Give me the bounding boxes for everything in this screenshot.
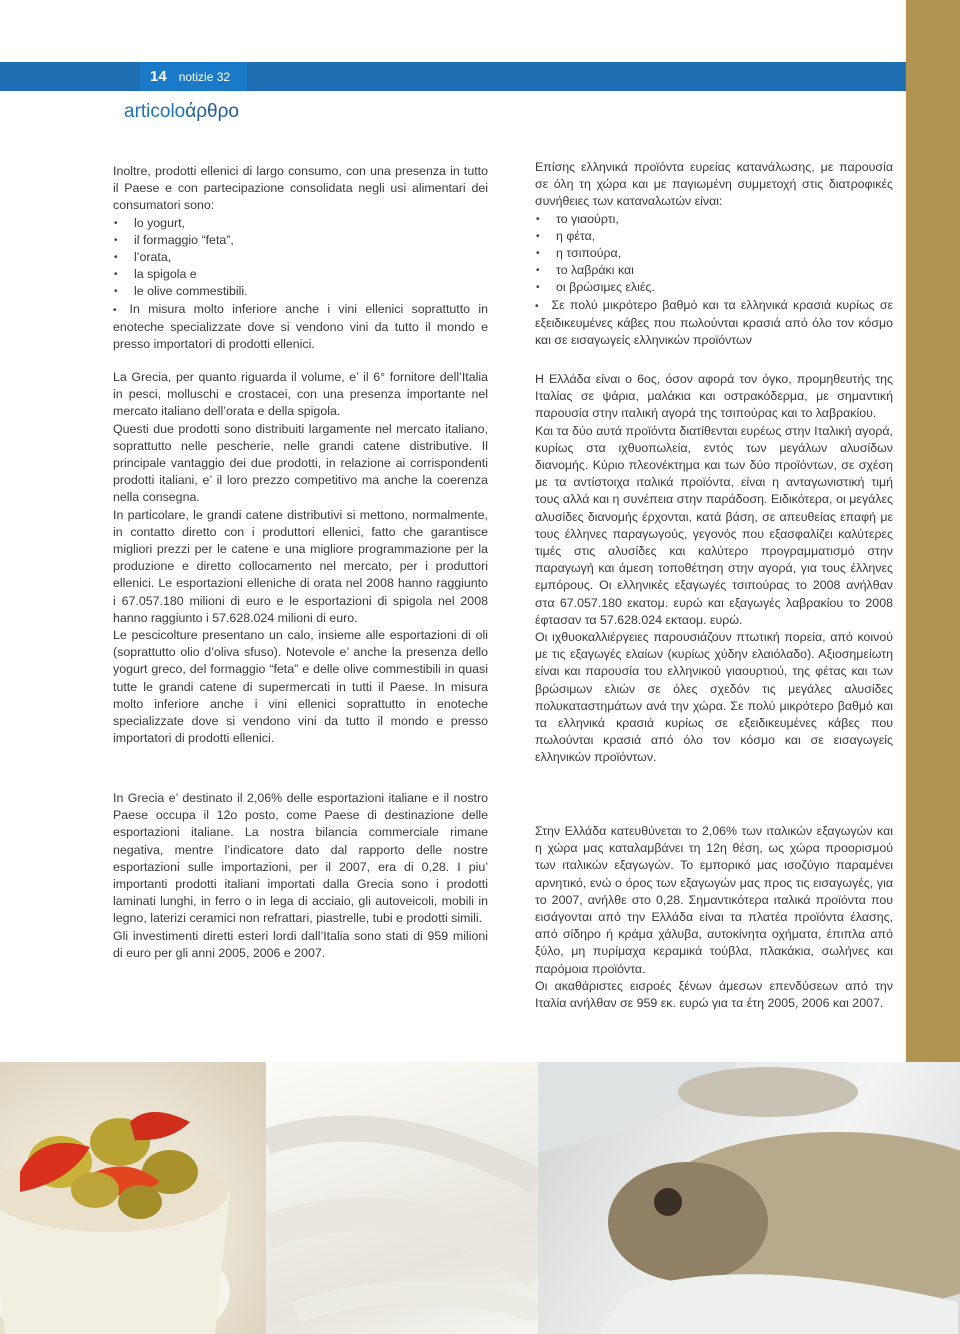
fish-photo bbox=[538, 1062, 960, 1334]
italian-intro-block bbox=[113, 163, 488, 353]
list-item: • lo yogurt, bbox=[113, 215, 488, 232]
greek-para-5: Οι ακαθάριστες εισροές ξένων άμεσων επενδύσεων από την Ιταλία ανήλθαν σε 959 εκ. ευρώ για τα έτη 2005, 2006 και 2007. bbox=[535, 978, 893, 1011]
list-item: • η φέτα, bbox=[535, 228, 893, 245]
greek-bullet-list bbox=[535, 211, 893, 297]
yogurt-illustration bbox=[266, 1062, 538, 1334]
greek-para-4: Στην Ελλάδα κατευθύνεται το 2,06% των ιταλικών εξαγωγών και η χώρα μας καταλαμβάνει τη 12η θέση, ως χώρα προορισμού των ιταλικών εξαγωγών. Το εμπορικό μας ισοζύγιο παραμένει αρνητικό, ενώ ο όρος των εξαγωγών μας προς τις εισαγωγές, για το 2007, ανήλθε στο 0,28. Σημαντικότερα ιταλικά προϊόντα που εισάγονται από την Ελλάδα είναι τα πλατέα προϊόντα έλασης, από σίδηρο ή κράμα χάλυβα, αυτοκίνητα οχήματα, έπιπλα από ξύλο, μη πυρίμαχα κεραμικά τούβλα, πλακάκια, σωλήνες και παρόμοια προϊόντα. bbox=[535, 824, 893, 976]
section-title bbox=[124, 101, 239, 123]
greek-intro-block bbox=[535, 159, 893, 349]
olives-photo bbox=[0, 1062, 266, 1334]
italian-intro: Inoltre, prodotti ellenici di largo consumo, con una presenza in tutto il Paese e con partecipazione consolidata negli usi alimentari dei consumatori sono: bbox=[113, 164, 488, 213]
greek-bullet-long-text: Σε πολύ μικρότερο βαθμό και τα ελληνικά κρασιά κυρίως σε εξειδικευμένες κάβες που πωλούνται κρασιά από όλο τον κόσμο και σε εισαγωγείς ελληνικών προϊόντων bbox=[535, 297, 893, 348]
greek-para-3: Οι ιχθυοκαλλιέργειες παρουσιάζουν πτωτική πορεία, από κοινού με τις εξαγωγές ελαίων (κυρίως χύδην ελαιόλαδο). Αξιοσημείωτη είναι και παρουσία του ελληνικού γιαουρτιού, της φέτας και των βρώσιμων ελιών σε όλες σχεδόν τις μεγάλες αλυσίδες πολυκαταστημάτων ανά την χώρα. Σε πολύ μικρότερο βαθμό και τα ελληνικά κρασιά κυρίως σε εξειδικευμένες κάβες που πωλούνται κρασιά από όλο τον κόσμο και σε εισαγωγείς ελληνικών προϊόντων. bbox=[535, 630, 893, 765]
italian-bullet-long bbox=[113, 301, 488, 354]
italian-para-2: Questi due prodotti sono distribuiti largamente nel mercato italiano, soprattutto nelle pescherie, nelle grandi catene distributive. Il principale vantaggio dei due prodotti, in relazione ai corrispondenti prodotti italiani, e’ il loro prezzo competitivo ma anche la coerenza nella consegna. bbox=[113, 421, 488, 505]
italian-para-3: In particolare, le grandi catene distributivi si mettono, normalmente, in contatto diretto con i produttori ellenici, fatto che garantisce migliori prezzi per le catene e una migliore programmazione per la produzione e diretto collocamento nel mercato, per i produttori ellenici. Le esportazioni elleniche di orata nel 2008 hanno raggiunto i 67.057.180 milioni di euro e le esportazioni di spigola nel 2008 hanno raggiunto i 57.628.024 milioni di euro. bbox=[113, 507, 488, 625]
fish-illustration bbox=[538, 1062, 960, 1334]
italian-body-block bbox=[113, 369, 488, 747]
magazine-name: notizie 32 bbox=[178, 69, 231, 84]
greek-bullet-long bbox=[535, 297, 893, 350]
italian-para-4: Le pescicolture presentano un calo, insieme alle esportazioni di oli (soprattutto olio d’oliva sfuso). Notevole e’ anche la presenza dello yogurt greco, del formaggio “feta” e delle olive commestibili in quasi tutte le grandi catene di supermercati in tutti il Paese. In misura molto inferiore anche i vini ellenici soprattutto in enoteche specializzate dove si vendono vini da tutto il mondo e presso importatori di prodotti ellenici. bbox=[113, 628, 488, 746]
greek-para-1: Η Ελλάδα είναι ο 6ος, όσον αφορά τον όγκο, προμηθευτής της Ιταλίας σε ψάρια, μαλάκια και οστρακόδερμα, με σημαντική παρουσία στην ιταλική αγορά της τσιπούρας και το λαβρακίου. bbox=[535, 372, 893, 421]
greek-column bbox=[535, 159, 893, 1059]
list-item: • η τσιπούρα, bbox=[535, 245, 893, 262]
list-item: • το γιαούρτι, bbox=[535, 211, 893, 228]
greek-para-2: Και τα δύο αυτά προϊόντα διατίθενται ευρέως στην Ιταλική αγορά, κυρίως στα ιχθυοπωλεία, εντός των μεγάλων αλυσίδων διανομής. Κύριο πλεονέκτημα και των δύο προϊόντων, σε σχέση με τα αντίστοιχα ιταλικά προϊόντα, είναι η ανταγωνιστική τιμή τους αλλά και η συνέπεια στην παράδοση. Ειδικότερα, οι μεγάλες αλυσίδες διανομής έρχονται, κατά βάση, σε απευθείας επαφή με τους έλληνες παραγωγούς, γεγονός που εξασφαλίζει καλύτερες τιμές στις αλυσίδες και καλύτερο προγραμματισμό στην παραγωγή και άμεση τοποθέτηση στην αγορά, για τους έλληνες εμπόρους. Οι ελληνικές εξαγωγές τσιπούρας το 2008 ανήλθαν στα 67.057.180 εκατομ. ευρώ και εξαγωγές λαβρακίου το 2008 έφτασαν τα 57.628.024 εκταομ. ευρώ. bbox=[535, 423, 893, 627]
olives-illustration bbox=[0, 1062, 266, 1334]
italian-para-6: Gli investimenti diretti esteri lordi dall’Italia sono stati di 959 milioni di euro per gli anni 2005, 2006 e 2007. bbox=[113, 928, 488, 960]
page-number: 14 bbox=[150, 68, 167, 85]
list-item: • il formaggio “feta”, bbox=[113, 232, 488, 249]
italian-para-5: In Grecia e’ destinato il 2,06% delle esportazioni italiane e il nostro Paese occupa il 12o posto, come Paese di destinazione delle esportazioni italiane. La nostra bilancia commerciale rimane negativa, mentre l’indicatore dato dal rapporto delle nostre esportazioni sulle importazioni, per il 2007, era di 0,28. I piu’ importanti prodotti italiani importati dalla Grecia sono i prodotti laminati lunghi, in ferro o in lega di acciaio, gli autoveicoli, mobili in legno, laterizi ceramici non refrattari, piastrelle, tubi e prodotti simili. bbox=[113, 791, 488, 926]
greek-intro: Επίσης ελληνικά προϊόντα ευρείας κατανάλωσης, με παρουσία σε όλη τη χώρα και με παγιωμένη συμμετοχή στις διατροφικές συνήθειες των καταναλωτών είναι: bbox=[535, 160, 893, 209]
greek-trade-block bbox=[535, 823, 893, 1012]
section-title-it: articolo bbox=[124, 101, 186, 122]
italian-bullet-list bbox=[113, 215, 488, 301]
section-title-gr: άρθρο bbox=[185, 101, 239, 122]
italian-trade-block bbox=[113, 790, 488, 962]
italian-bullet-long-text: In misura molto inferiore anche i vini ellenici soprattutto in enoteche specializzate dove si vendono vini da tutto il mondo e presso importatori di prodotti ellenici. bbox=[113, 301, 488, 352]
list-item: • la spigola e bbox=[113, 266, 488, 283]
header-box bbox=[140, 62, 247, 91]
header-band bbox=[0, 62, 906, 91]
yogurt-photo bbox=[266, 1062, 538, 1334]
list-item: • το λαβράκι και bbox=[535, 262, 893, 279]
greek-body-block bbox=[535, 371, 893, 767]
italian-para-1: La Grecia, per quanto riguarda il volume, e’ il 6° fornitore dell’Italia in pesci, molluschi e crostacei, con una presenza importante nel mercato italiano dell’orata e della spigola. bbox=[113, 370, 488, 419]
list-item: • le olive commestibili. bbox=[113, 283, 488, 300]
list-item: • l’orata, bbox=[113, 249, 488, 266]
italian-column bbox=[113, 163, 488, 983]
list-item: • οι βρώσιμες ελιές. bbox=[535, 279, 893, 296]
